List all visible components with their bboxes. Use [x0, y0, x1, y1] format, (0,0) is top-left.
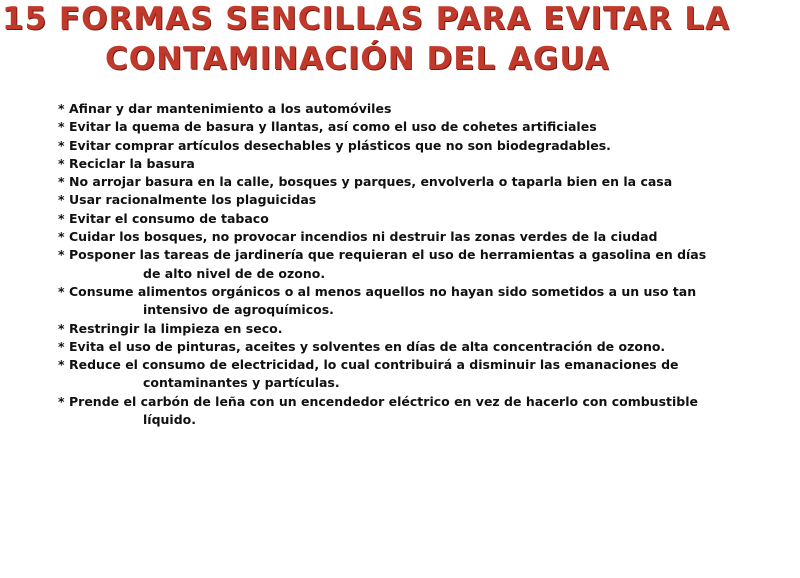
bullet-asterisk: *	[58, 338, 65, 354]
list-item	[58, 137, 758, 155]
list-item-text: Evitar el consumo de tabaco	[69, 210, 269, 226]
list-item-continuation: de alto nivel de de ozono.	[143, 265, 326, 281]
bullet-asterisk: *	[58, 155, 65, 171]
list-item-text: No arrojar basura en la calle, bosques y parques, envolverla o taparla bien en la casa	[69, 174, 673, 190]
list-item-text: Afinar y dar mantenimiento a los automóviles	[69, 101, 392, 116]
list-item-text: Restringir la limpieza en seco.	[69, 320, 283, 336]
list-item-continuation: contaminantes y partículas.	[143, 375, 340, 391]
list-item	[58, 191, 758, 209]
list-item	[58, 155, 758, 173]
list-item	[58, 320, 758, 338]
list-item-text: Usar racionalmente los plaguicidas	[69, 192, 317, 208]
list-item-text: Consume alimentos orgánicos o al menos aquellos no hayan sido sometidos a un uso tan	[69, 283, 697, 299]
list-item	[58, 210, 758, 228]
list-item	[58, 228, 758, 246]
bullet-asterisk: *	[58, 357, 65, 373]
list-item-text: Reduce el consumo de electricidad, lo cual contribuirá a disminuir las emanaciones de	[69, 357, 679, 373]
bullet-asterisk: *	[58, 247, 65, 263]
bullet-asterisk: *	[58, 119, 65, 135]
list-item	[58, 283, 758, 320]
bullet-asterisk: *	[58, 283, 65, 299]
list-item-text: Cuidar los bosques, no provocar incendios ni destruir las zonas verdes de la ciudad	[69, 229, 658, 245]
bullet-asterisk: *	[58, 393, 65, 409]
list-item-continuation: intensivo de agroquímicos.	[143, 302, 334, 318]
bullet-asterisk: *	[58, 137, 65, 153]
list-item-text: Evita el uso de pinturas, aceites y solventes en días de alta concentración de ozono.	[69, 338, 666, 354]
list-item	[58, 100, 758, 118]
list-item-continuation: líquido.	[143, 412, 196, 428]
list-item	[58, 393, 758, 430]
list-item	[58, 356, 758, 393]
list-item-text: Evitar la quema de basura y llantas, así como el uso de cohetes artificiales	[69, 119, 597, 135]
title-line-2: CONTAMINACIÓN DEL AGUA	[105, 41, 610, 77]
list-item	[58, 118, 758, 136]
bullet-asterisk: *	[58, 101, 65, 116]
tips-list	[58, 100, 758, 429]
bullet-asterisk: *	[58, 210, 65, 226]
list-item-text: Reciclar la basura	[69, 155, 195, 171]
list-item-text: Prende el carbón de leña con un encendedor eléctrico en vez de hacerlo con combustible	[69, 393, 698, 409]
title-line-1: 15 FORMAS SENCILLAS PARA EVITAR LA	[2, 1, 731, 37]
list-item-text: Evitar comprar artículos desechables y plásticos que no son biodegradables.	[69, 137, 611, 153]
list-item	[58, 246, 758, 283]
list-item	[58, 338, 758, 356]
bullet-asterisk: *	[58, 192, 65, 208]
bullet-asterisk: *	[58, 320, 65, 336]
list-item	[58, 173, 758, 191]
list-item-text: Posponer las tareas de jardinería que requieran el uso de herramientas a gasolina en días	[69, 247, 707, 263]
bullet-asterisk: *	[58, 174, 65, 190]
bullet-asterisk: *	[58, 229, 65, 245]
